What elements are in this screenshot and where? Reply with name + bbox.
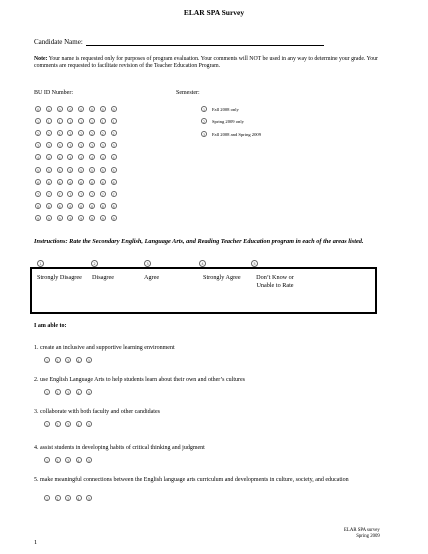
id-digit-bubble[interactable]: 5	[58, 168, 61, 173]
candidate-name-row	[34, 38, 324, 46]
id-digit-bubble[interactable]: 8	[47, 204, 50, 209]
id-digit-bubble[interactable]: 3	[47, 144, 50, 149]
id-digit-bubble[interactable]: 2	[36, 132, 40, 137]
id-digit-bubble[interactable]: 5	[69, 168, 72, 173]
id-digit-bubble[interactable]: 6	[36, 180, 40, 185]
id-digit-bubble[interactable]: 5	[112, 168, 115, 173]
answer-bubble[interactable]: 5	[87, 391, 91, 395]
answer-bubble[interactable]: 3	[66, 423, 70, 427]
id-digit-bubble[interactable]: 7	[112, 192, 115, 197]
id-digit-bubble[interactable]: 9	[112, 216, 115, 221]
footer-info	[344, 528, 380, 540]
question-text: 1. create an inclusive and supportive learning environment	[34, 345, 175, 351]
id-digit-bubble[interactable]: 5	[101, 168, 104, 173]
answer-bubble[interactable]: 2	[56, 459, 59, 463]
id-digit-bubble[interactable]: 8	[112, 204, 115, 209]
scale-label-2: Disagree	[92, 274, 114, 281]
id-digit-bubble[interactable]: 6	[90, 180, 94, 185]
id-digit-bubble[interactable]: 4	[36, 156, 40, 161]
scale-number-bubble: 1	[37, 260, 44, 267]
id-digit-bubble[interactable]: 4	[69, 156, 72, 161]
question-text: 2. use English Language Arts to help students learn about their own and other’s cultures	[34, 377, 246, 383]
semester-option-label: Fall 2008 and Spring 2009	[212, 131, 261, 137]
id-digit-bubble[interactable]: 8	[58, 204, 61, 209]
scale-label-4: Strongly Agree	[203, 274, 241, 281]
id-digit-bubble[interactable]: 2	[90, 132, 94, 137]
id-digit-bubble[interactable]: 5	[36, 168, 40, 173]
note-lead: Note:	[34, 56, 48, 62]
answer-bubble[interactable]: 1	[45, 497, 49, 501]
answer-bubble[interactable]: 5	[87, 459, 91, 463]
id-digit-bubble[interactable]: 0	[69, 108, 72, 112]
answer-bubble[interactable]: 1	[45, 459, 49, 463]
bu-id-label: BU ID Number:	[34, 90, 73, 96]
id-digit-bubble[interactable]: 3	[58, 144, 61, 149]
id-digit-bubble[interactable]: 0	[47, 108, 50, 112]
id-digit-bubble[interactable]: 3	[112, 144, 115, 149]
page-title: ELAR SPA Survey	[183, 8, 245, 17]
id-digit-bubble[interactable]: 9	[58, 216, 61, 221]
semester-bubble[interactable]: 1	[202, 108, 206, 112]
answer-bubble[interactable]: 2	[56, 497, 59, 501]
id-digit-bubble[interactable]: 2	[69, 132, 72, 137]
answer-bubble[interactable]: 2	[56, 359, 59, 363]
id-digit-bubble[interactable]: 8	[36, 204, 40, 209]
id-digit-bubble[interactable]: 5	[47, 168, 50, 173]
id-digit-bubble[interactable]: 8	[69, 204, 72, 209]
id-digit-bubble[interactable]: 2	[112, 132, 115, 137]
scale-label-3: Agree	[144, 274, 160, 281]
id-digit-bubble[interactable]: 8	[101, 204, 104, 209]
page-number: 1	[34, 539, 38, 546]
id-digit-bubble[interactable]: 8	[90, 204, 94, 209]
id-digit-bubble[interactable]: 9	[101, 216, 104, 221]
id-digit-bubble[interactable]: 7	[90, 192, 94, 197]
id-digit-bubble[interactable]: 4	[90, 156, 94, 161]
question-text: 4. assist students in developing habits of critical thinking and judgment	[34, 445, 205, 451]
id-digit-bubble[interactable]: 7	[47, 192, 50, 197]
id-digit-bubble[interactable]: 1	[58, 120, 61, 125]
id-digit-bubble[interactable]: 3	[80, 144, 83, 149]
id-digit-bubble[interactable]: 3	[36, 144, 40, 149]
id-digit-bubble[interactable]: 9	[69, 216, 72, 221]
id-digit-bubble[interactable]: 5	[90, 168, 94, 173]
semester-bubble[interactable]: 3	[202, 132, 206, 137]
id-digit-bubble[interactable]: 2	[47, 132, 50, 137]
id-digit-bubble[interactable]: 3	[69, 144, 72, 149]
id-digit-bubble[interactable]: 9	[90, 216, 94, 221]
scale-label-1: Strongly Disagree	[37, 274, 82, 281]
id-digit-bubble[interactable]: 4	[58, 156, 61, 161]
answer-bubble[interactable]: 3	[66, 497, 70, 501]
id-digit-bubble[interactable]: 1	[90, 120, 94, 125]
question-text: 5. make meaningful connections between the English language arts curriculum and developments in culture, society, and education	[34, 477, 349, 483]
answer-bubble[interactable]: 4	[77, 459, 80, 463]
id-digit-bubble[interactable]: 4	[112, 156, 115, 161]
id-digit-bubble[interactable]: 1	[69, 120, 72, 125]
id-digit-bubble[interactable]: 7	[69, 192, 72, 197]
id-digit-bubble[interactable]: 2	[58, 132, 61, 137]
instructions-lead: Instructions:	[34, 238, 68, 245]
id-digit-bubble[interactable]: 0	[90, 108, 94, 112]
semester-label: Semester:	[176, 90, 200, 96]
id-digit-bubble[interactable]: 1	[47, 120, 50, 125]
answer-bubble[interactable]: 2	[56, 423, 59, 427]
id-digit-bubble[interactable]: 9	[47, 216, 50, 221]
instructions	[34, 238, 374, 246]
id-digit-bubble[interactable]: 3	[90, 144, 94, 149]
footer-line1: ELAR SPA survey	[344, 528, 380, 533]
answer-bubble[interactable]: 1	[45, 423, 49, 427]
id-digit-bubble[interactable]: 6	[101, 180, 104, 185]
answer-bubble[interactable]: 3	[66, 391, 70, 395]
id-digit-bubble[interactable]: 6	[112, 180, 115, 185]
section-heading: I am able to:	[34, 323, 67, 329]
answer-bubble[interactable]: 5	[87, 359, 91, 363]
id-digit-bubble[interactable]: 1	[112, 120, 115, 125]
id-digit-bubble[interactable]: 4	[47, 156, 50, 161]
scale-number-bubble: 4	[199, 260, 206, 267]
question-text: 3. collaborate with both faculty and other candidates	[34, 409, 160, 415]
answer-bubble[interactable]: 2	[56, 391, 59, 395]
id-digit-bubble[interactable]: 5	[80, 168, 83, 173]
note-paragraph	[34, 56, 379, 71]
scale-number-bubble: 3	[144, 260, 151, 267]
scale-number-bubble: 2	[91, 260, 98, 267]
id-digit-bubble[interactable]: 4	[80, 156, 83, 161]
id-digit-bubble[interactable]: 7	[80, 192, 83, 197]
id-digit-bubble[interactable]: 9	[36, 216, 40, 221]
id-digit-bubble[interactable]: 7	[36, 192, 40, 197]
answer-bubble[interactable]: 5	[87, 497, 91, 501]
semester-option-label: Fall 2008 only	[212, 106, 239, 112]
id-digit-bubble[interactable]: 6	[47, 180, 50, 185]
id-digit-bubble[interactable]: 0	[112, 108, 115, 112]
answer-bubble[interactable]: 3	[66, 359, 70, 363]
id-digit-bubble[interactable]: 2	[101, 132, 104, 137]
note-text: Your name is requested only for purposes of program evaluation. Your comments will NOT be used in any way to determine your grade. Your comments are requested to facilitate revision of the Teacher Education Program.	[34, 56, 378, 70]
id-digit-bubble[interactable]: 0	[58, 108, 61, 112]
id-digit-bubble[interactable]: 0	[101, 108, 104, 112]
answer-bubble[interactable]: 4	[77, 423, 80, 427]
answer-bubble[interactable]: 4	[77, 391, 80, 395]
answer-bubble[interactable]: 4	[77, 497, 80, 501]
id-digit-bubble[interactable]: 6	[80, 180, 83, 185]
scale-number-bubble: 5	[251, 260, 258, 267]
semester-option-label: Spring 2009 only	[212, 119, 244, 125]
answer-bubble[interactable]: 1	[45, 391, 49, 395]
id-digit-bubble[interactable]: 1	[36, 120, 40, 125]
answer-bubble[interactable]: 1	[45, 359, 49, 363]
answer-bubble[interactable]: 3	[66, 459, 70, 463]
answer-bubble[interactable]: 5	[87, 423, 91, 427]
semester-bubble[interactable]: 2	[202, 120, 206, 125]
instructions-text: Rate the Secondary English, Language Arts, and Reading Teacher Education program in each of the areas listed.	[67, 238, 364, 245]
scale-label-5: Don’t Know or Unable to Rate	[256, 274, 294, 289]
id-digit-bubble[interactable]: 0	[80, 108, 83, 112]
id-digit-bubble[interactable]: 6	[69, 180, 72, 185]
candidate-name-label: Candidate Name:	[34, 38, 83, 46]
id-digit-bubble[interactable]: 0	[36, 108, 40, 112]
id-digit-bubble[interactable]: 3	[101, 144, 104, 149]
answer-bubble[interactable]: 4	[77, 359, 80, 363]
id-digit-bubble[interactable]: 7	[58, 192, 61, 197]
candidate-name-field[interactable]	[86, 38, 324, 46]
id-digit-bubble[interactable]: 1	[101, 120, 104, 125]
id-digit-bubble[interactable]: 8	[80, 204, 83, 209]
rating-scale-box	[30, 267, 377, 314]
id-digit-bubble[interactable]: 4	[101, 156, 104, 161]
footer-line2: Spring 2009	[356, 534, 380, 539]
id-digit-bubble[interactable]: 9	[80, 216, 83, 221]
id-digit-bubble[interactable]: 6	[58, 180, 61, 185]
id-digit-bubble[interactable]: 2	[80, 132, 83, 137]
id-digit-bubble[interactable]: 7	[101, 192, 104, 197]
id-digit-bubble[interactable]: 1	[80, 120, 83, 125]
